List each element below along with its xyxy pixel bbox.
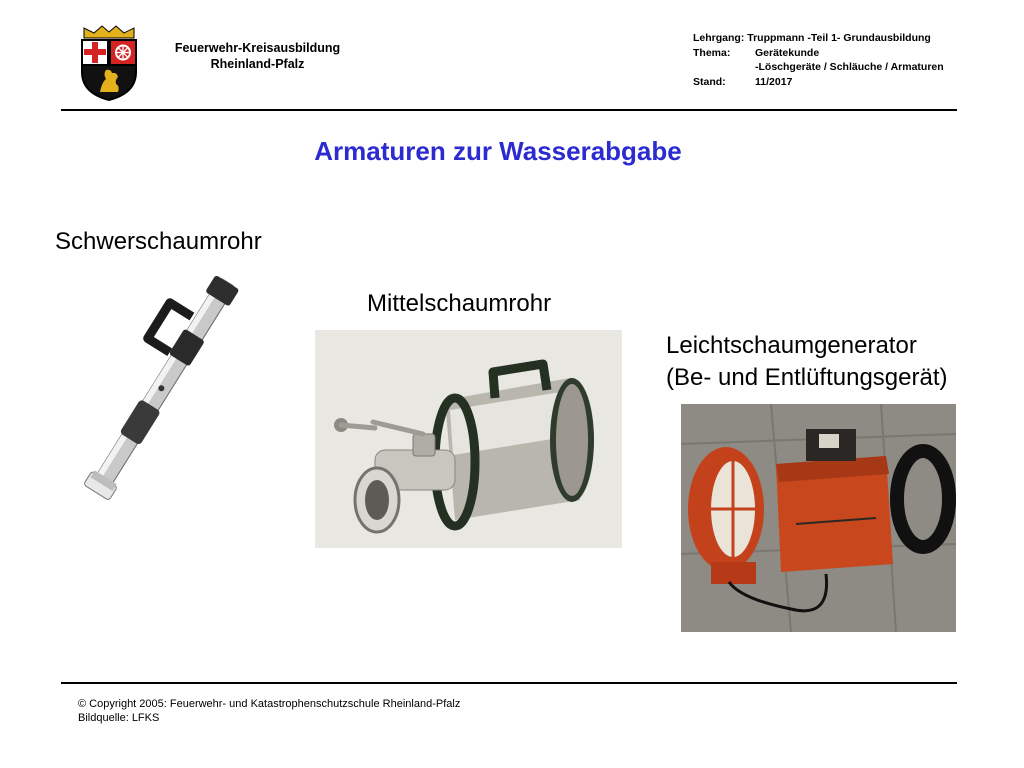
page-title: Armaturen zur Wasserabgabe [314,136,682,166]
topic-value-2: -Löschgeräte / Schläuche / Armaturen [755,61,944,73]
coat-of-arms-icon [76,24,142,102]
caption-line-1: Leichtschaumgenerator [666,332,917,359]
medium-foam-pipe-image [315,330,622,548]
org-line-1: Feuerwehr-Kreisausbildung [174,41,341,55]
course-row [693,31,944,46]
organization-name [140,40,375,72]
caption-medium-foam-pipe: Mittelschaumrohr [367,290,552,317]
footer-divider [61,682,957,684]
header-divider [61,109,957,111]
course-label: Lehrgang: [693,32,745,44]
footer [78,697,460,725]
org-line-2: Rheinland-Pfalz [210,57,305,71]
caption-light-foam-generator [666,330,948,394]
topic-value-1: Gerätekunde [755,46,820,59]
caption-line-2: (Be- und Entlüftungsgerät) [666,364,948,391]
course-value: Truppmann -Teil 1- Grundausbildung [747,32,931,44]
course-info [693,31,944,89]
topic-row-2 [693,60,944,75]
caption-heavy-foam-pipe: Schwerschaumrohr [55,228,262,255]
topic-row [693,46,944,61]
image-source-text: Bildquelle: LFKS [78,712,160,724]
date-label: Stand: [693,75,726,88]
heavy-foam-pipe-image [44,268,284,500]
light-foam-generator-image [681,404,956,632]
date-value: 11/2017 [755,75,793,88]
date-row [693,75,944,90]
topic-label: Thema: [693,46,731,59]
copyright-text: © Copyright 2005: Feuerwehr- und Katastrophenschutzschule Rheinland-Pfalz [78,698,461,710]
